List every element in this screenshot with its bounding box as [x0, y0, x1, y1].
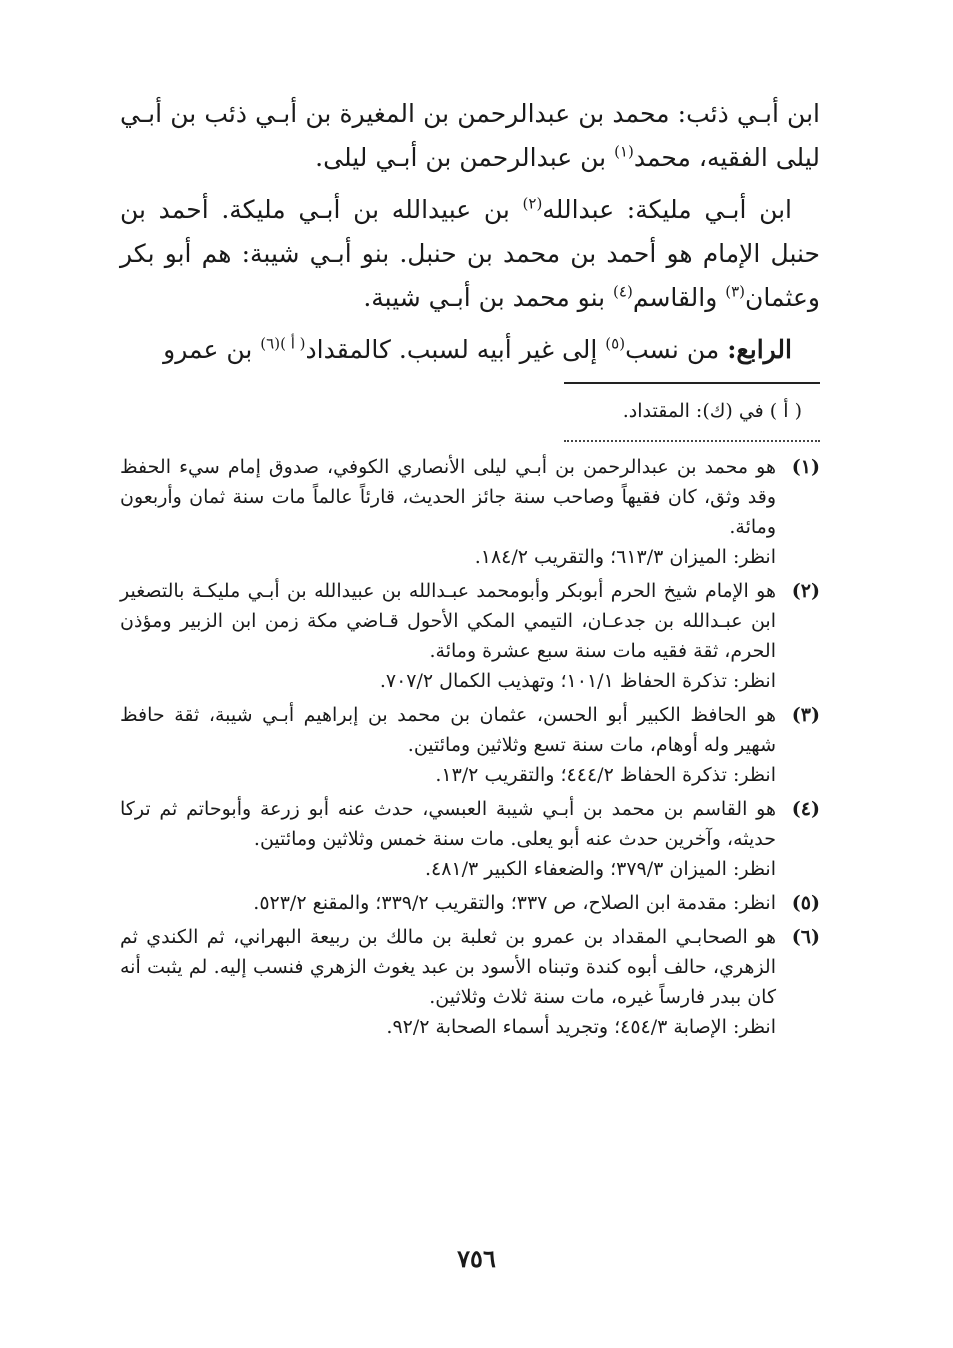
- section-label: الرابع:: [727, 335, 792, 364]
- variant-note: ( أ ) في (ك): المقتداد.: [622, 400, 802, 422]
- footnote-text: هو محمد بن عبدالرحمن بن أبـي ليلى الأنصاري الكوفي، صدوق إمام سيء الحفظ وقد وثق، كان فقيهاً وصاحب سنة جائز الحديث، قارئاً عالماً مات سنة ثمان وأربعون ومائة.: [120, 456, 776, 538]
- text-run: بن عمرو: [163, 335, 261, 364]
- footnote-source: انظر: مقدمة ابن الصلاح، ص ٣٣٧؛ والتقريب ٣٣٩/٢؛ والمقنع ٥٢٣/٢.: [253, 892, 776, 914]
- footnote-text: هو الإمام شيخ الحرم أبوبكر وأبومحمد عبـدالله بن عبيدالله بن أبـي مليكـة بالتصغير ابن عبـدالله بن جدعـان، التيمي المكي الأحول قـاضي مكة زمن ابن الزبير ومؤذن الحرم، ثقة فقيه مات سنة سبع عشرة ومائة.: [120, 580, 776, 662]
- footnote-number: (٤): [791, 798, 820, 820]
- footnote-text: هو القاسم بن محمد بن أبـي شيبة العبسي، حدث عنه أبو زرعة وأبوحاتم ثم تركا حديثه، وآخرين حدث عنه أبو يعلى. مات سنة خمس وثلاثين ومائتين.: [120, 798, 776, 850]
- variant-ref: ( أ ): [280, 334, 306, 353]
- footnote-body: [120, 452, 776, 572]
- text-run: ابن أبـي ذئب: محمد بن عبدالرحمن بن المغيرة بن أبـي ذئب بن أبـي ليلى الفقيه، محمد: [120, 99, 820, 172]
- footnote-ref: (٥): [605, 334, 626, 353]
- footnote-source: انظر: الميزان ٣٧٩/٣؛ والضعفاء الكبير ٤٨١/٣.: [424, 858, 776, 880]
- footnote-body: [120, 922, 776, 1042]
- paragraph-fourth: [120, 328, 820, 372]
- footnote-6: [120, 922, 820, 1042]
- footnote-source: انظر: الإصابة ٤٥٤/٣؛ وتجريد أسماء الصحابة ٩٢/٢.: [386, 1016, 776, 1038]
- footnote-source: انظر: تذكرة الحفاظ ٤٤٤/٢؛ والتقريب ١٣/٢.: [435, 764, 776, 786]
- text-run: بنو محمد بن أبـي شيبة.: [363, 283, 614, 312]
- text-run: ابن أبـي مليكة: عبدالله: [542, 195, 793, 224]
- footnote-ref: (١): [614, 142, 634, 161]
- text-run: بن عبدالرحمن بن أبـي ليلى.: [315, 143, 615, 172]
- main-text: [120, 92, 820, 372]
- footnote-3: [120, 700, 820, 790]
- footnote-number: (٢): [791, 580, 820, 602]
- footnote-body: [120, 794, 776, 884]
- paragraph-ibn-abi-mulaykah: [120, 188, 820, 320]
- page-content: [120, 92, 820, 1046]
- footnote-ref: (٣): [725, 282, 746, 301]
- footnote-body: [120, 700, 776, 790]
- footnote-text: هو الحافظ الكبير أبو الحسن، عثمان بن محمد بن إبراهيم أبـي شيبة، ثقة حافظ شهير وله أوهام، مات سنة تسع وثلاثين ومائتين.: [120, 704, 776, 756]
- footnote-separator: [564, 382, 820, 384]
- footnote-number: (٣): [791, 704, 820, 726]
- footnote-text: هو الصحابـي المقداد بن عمرو بن ثعلبة بن مالك بن ربيعة البهراني، ثم الكندي ثم الزهري، حالف أبوه كندة وتبناه الأسود بن عبد يغوث الزهري فنسب إليه. لم يثبت أنه كان ببدر فارساً غيره، مات سنة ثلاث وثلاثين.: [120, 926, 776, 1008]
- footnote-number: (١): [791, 456, 820, 478]
- paragraph-ibn-abi-dhib: [120, 92, 820, 180]
- footnote-body: [120, 888, 776, 918]
- footnote-body: [120, 576, 776, 696]
- dotted-separator: [564, 440, 820, 442]
- text-run: من نسب: [625, 335, 728, 364]
- footnote-source: انظر: الميزان ٦١٣/٣؛ والتقريب ١٨٤/٢.: [474, 546, 776, 568]
- footnote-source: انظر: تذكرة الحفاظ ١٠١/١؛ وتهذيب الكمال ٧٠٧/٢.: [379, 670, 776, 692]
- footnote-ref: (٦): [260, 334, 281, 353]
- footnote-ref: (٢): [522, 194, 543, 213]
- footnote-number: (٦): [791, 926, 820, 948]
- text-run: والقاسم: [632, 283, 726, 312]
- text-run: إلى غير أبيه لسبب. كالمقداد: [305, 335, 606, 364]
- text-run: بن عبيدالله بن أبـي مليكة. أحمد بن حنبل الإمام هو أحمد بن محمد بن حنبل. بنو أبـي شيبة: هم أبو بكر وعثمان: [120, 195, 820, 312]
- page-number: ٧٥٦: [457, 1244, 496, 1273]
- footnote-4: [120, 794, 820, 884]
- footnote-1: [120, 452, 820, 572]
- footnote-ref: (٤): [613, 282, 633, 301]
- footnote-number: (٥): [791, 892, 820, 914]
- footnote-2: [120, 576, 820, 696]
- footnotes: [120, 452, 820, 1042]
- footnote-5: [120, 888, 820, 918]
